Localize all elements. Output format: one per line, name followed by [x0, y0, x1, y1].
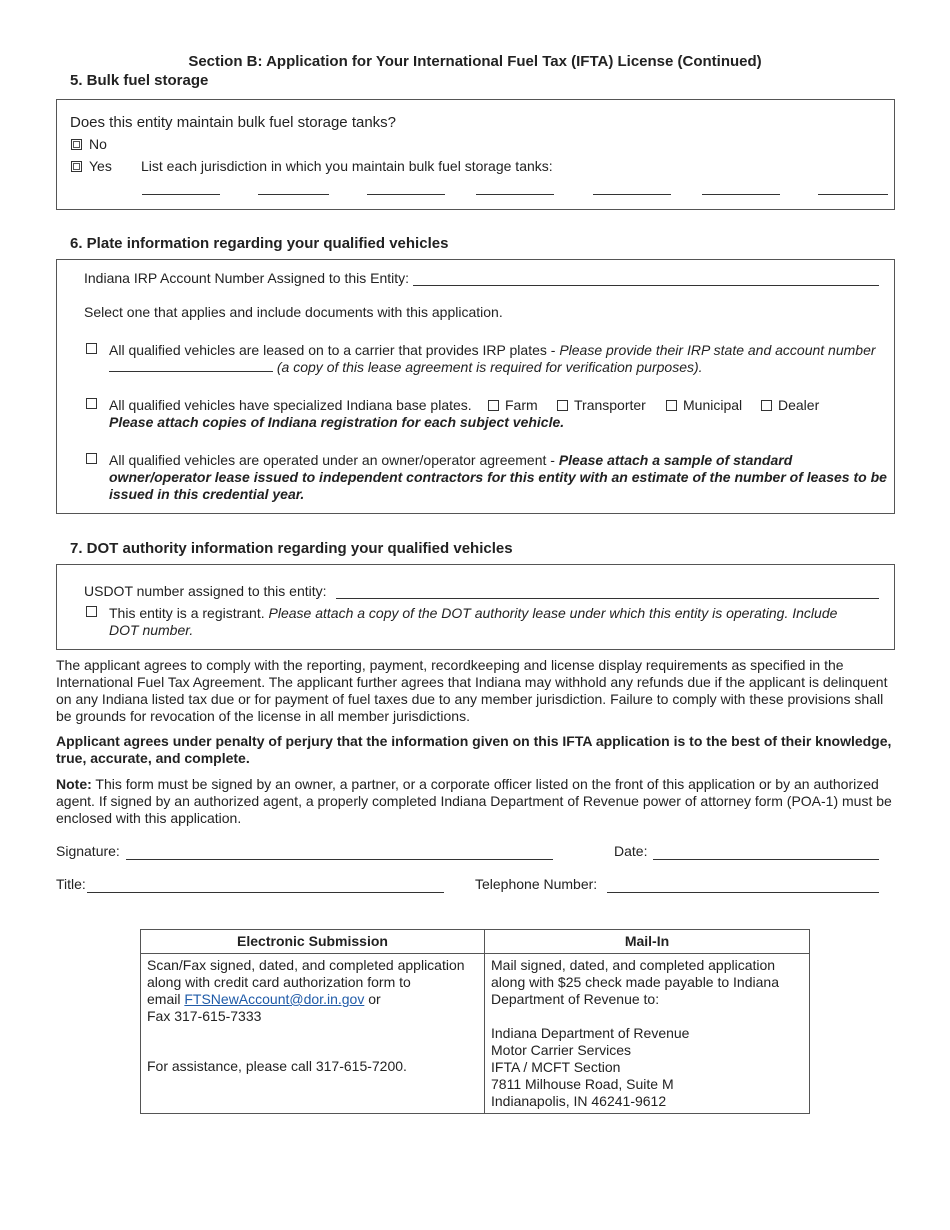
municipal-checkbox[interactable] [666, 400, 677, 411]
indiana-base-plates-checkbox[interactable] [86, 398, 97, 409]
dot-authority-box [56, 564, 895, 650]
dealer-checkbox[interactable] [761, 400, 772, 411]
plate-type-dealer[interactable] [761, 397, 819, 413]
transporter-checkbox[interactable] [557, 400, 568, 411]
jurisdiction-field-7[interactable] [818, 194, 888, 195]
opt1-italic2: (a copy of this lease agreement is required for verification purposes). [276, 359, 703, 375]
perjury-statement: Applicant agrees under penalty of perjury that the information given on this IFTA application is to the best of their knowledge, true, accurate, and complete. [56, 733, 892, 766]
submission-table [140, 929, 810, 1114]
m-addr3: IFTA / MCFT Section [491, 1059, 621, 1075]
opt3-text: All qualified vehicles are operated under an owner/operator agreement - [109, 452, 559, 468]
irp-state-account-field[interactable] [109, 359, 273, 372]
jurisdiction-field-6[interactable] [702, 194, 780, 195]
bulk-fuel-box [56, 99, 895, 210]
jurisdiction-field-1[interactable] [142, 194, 220, 195]
leased-carrier-checkbox[interactable] [86, 343, 97, 354]
page-title: Section B: Application for Your International Fuel Tax (IFTA) License (Continued) [188, 53, 762, 70]
municipal-label: Municipal [683, 397, 743, 413]
date-label: Date: [614, 843, 648, 859]
farm-label: Farm [505, 397, 538, 413]
note-paragraph [56, 776, 896, 827]
jurisdiction-field-4[interactable] [476, 194, 554, 195]
registrant-checkbox[interactable] [86, 606, 97, 617]
jurisdiction-field-3[interactable] [367, 194, 445, 195]
e-assist: For assistance, please call 317-615-7200. [147, 1058, 407, 1074]
bulk-yes-checkbox[interactable] [71, 161, 82, 172]
owner-operator-text [109, 452, 894, 503]
e-email-suffix: or [364, 991, 381, 1007]
opt3-bold3: issued in this credential year. [109, 486, 305, 502]
telephone-label: Telephone Number: [475, 876, 598, 892]
e-email-line [147, 991, 478, 1008]
signature-label: Signature: [56, 843, 120, 859]
owner-operator-checkbox[interactable] [86, 453, 97, 464]
m-addr1: Indiana Department of Revenue [491, 1025, 690, 1041]
opt2-text: All qualified vehicles have specialized Indiana base plates. [109, 397, 472, 413]
plate-info-box [56, 259, 895, 514]
bulk-no-option[interactable] [71, 136, 107, 152]
bulk-no-checkbox[interactable] [71, 139, 82, 150]
agreement-paragraph: The applicant agrees to comply with the reporting, payment, recordkeeping and license display requirements as specified in the International Fuel Tax Agreement. The applicant further agrees that Indiana may withhold any refunds due if the applicant is delinquent on any Indiana listed tax due or for payment of fuel taxes due to any member jurisdiction. Failure to comply with these provisions shall be grounds for revocation of the license in all member jurisdictions. [56, 657, 888, 724]
farm-checkbox[interactable] [488, 400, 499, 411]
opt3-bold1: Please attach a sample of standard [558, 452, 793, 468]
title-field[interactable] [87, 892, 444, 893]
irp-label: Indiana IRP Account Number Assigned to this Entity: [84, 270, 410, 286]
opt3-bold2: owner/operator lease issued to independent contractors for this entity with an estimate of the number of leases to be [109, 469, 887, 485]
note-text: This form must be signed by an owner, a partner, or a corporate officer listed on the front of this application or by an authorized agent. If signed by an authorized agent, a properly completed Indiana Department of Revenue power of attorney form (POA-1) must be enclosed with this application. [56, 776, 892, 826]
email-link[interactable]: FTSNewAccount@dor.in.gov [184, 991, 365, 1007]
note-label: Note: [56, 776, 92, 792]
mail-cell [485, 954, 810, 1114]
jurisdiction-field-5[interactable] [593, 194, 671, 195]
bulk-yes-instruction: List each jurisdiction in which you maintain bulk fuel storage tanks: [141, 158, 553, 174]
table-header-row [141, 930, 810, 954]
bulk-no-label: No [89, 136, 107, 152]
telephone-field[interactable] [607, 892, 879, 893]
m-line1: Mail signed, dated, and completed application [491, 957, 776, 973]
plate-type-transporter[interactable] [557, 397, 646, 413]
e-email-prefix: email [147, 991, 185, 1007]
irp-account-field[interactable] [413, 285, 879, 286]
registrant-italic: Please attach a copy of the DOT authority lease under which this entity is operating. Include [268, 605, 838, 621]
table-row [141, 954, 810, 1114]
opt2-bold-instruction: Please attach copies of Indiana registration for each subject vehicle. [109, 414, 565, 430]
e-line1: Scan/Fax signed, dated, and completed application [147, 957, 465, 973]
e-line2: along with credit card authorization form to [147, 974, 411, 990]
e-fax: Fax 317-615-7333 [147, 1008, 262, 1024]
bulk-yes-label: Yes [89, 158, 112, 174]
opt1-text: All qualified vehicles are leased on to a carrier that provides IRP plates - [109, 342, 560, 358]
m-addr5: Indianapolis, IN 46241-9612 [491, 1093, 667, 1109]
bulk-yes-option[interactable] [71, 158, 112, 174]
transporter-label: Transporter [574, 397, 646, 413]
electronic-header: Electronic Submission [141, 930, 485, 954]
opt1-italic: Please provide their IRP state and account number [559, 342, 876, 358]
date-field[interactable] [653, 859, 879, 860]
plate-type-municipal[interactable] [666, 397, 742, 413]
dealer-label: Dealer [778, 397, 820, 413]
registrant-text [109, 605, 879, 639]
m-line2: along with $25 check made payable to Indiana [491, 974, 779, 990]
plate-type-farm[interactable] [488, 397, 538, 413]
section-7-heading: 7. DOT authority information regarding your qualified vehicles [70, 540, 513, 557]
select-instruction: Select one that applies and include documents with this application. [84, 304, 503, 320]
section-5-heading: 5. Bulk fuel storage [70, 72, 209, 89]
registrant-plain: This entity is a registrant. [109, 605, 269, 621]
registrant-italic2: DOT number. [109, 622, 194, 638]
usdot-number-field[interactable] [336, 598, 879, 599]
m-addr2: Motor Carrier Services [491, 1042, 632, 1058]
title-label: Title: [56, 876, 86, 892]
electronic-cell [141, 954, 485, 1114]
usdot-label: USDOT number assigned to this entity: [84, 583, 327, 599]
section-6-heading: 6. Plate information regarding your qualified vehicles [70, 235, 449, 252]
bulk-fuel-question: Does this entity maintain bulk fuel storage tanks? [70, 114, 397, 131]
mail-header: Mail-In [485, 930, 810, 954]
m-addr4: 7811 Milhouse Road, Suite M [491, 1076, 674, 1092]
jurisdiction-field-2[interactable] [258, 194, 329, 195]
m-line3: Department of Revenue to: [491, 991, 660, 1007]
leased-carrier-text [109, 342, 889, 376]
signature-field[interactable] [126, 859, 553, 860]
